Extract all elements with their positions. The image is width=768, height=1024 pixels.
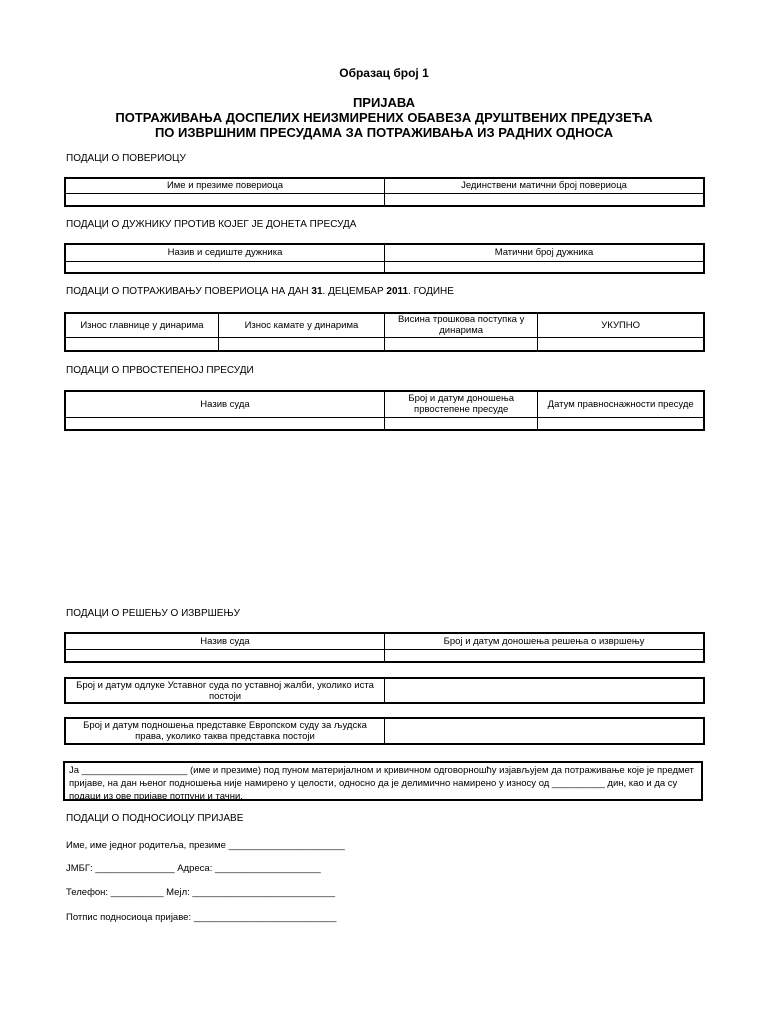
submitter-section-label: ПОДАЦИ О ПОДНОСИОЦУ ПРИЈАВЕ [66, 813, 244, 824]
enforcement-number-date-header: Број и датум доношења решења о извршењу [385, 633, 705, 649]
claim-total-field[interactable] [538, 337, 704, 351]
declaration-box [63, 761, 703, 801]
creditor-section-label: ПОДАЦИ О ПОВЕРИОЦУ [66, 153, 186, 164]
verdict-final-date-header: Датум правноснажности пресуде [538, 391, 704, 417]
verdict-final-date-field[interactable] [538, 417, 704, 430]
european-court-field[interactable] [385, 718, 705, 744]
declaration-text: Ја ____________________ (име и презиме) под пуном материјалном и кривичном одговорношћу изјављујем да потраживање које је предмет пријаве, на дан њеног подношења није намирено у целости, односно да је делимично намирено у износу од __________ дин, као и да су подаци из ове пријаве потпуни и тачни. [69, 765, 694, 802]
enforcement-section-label: ПОДАЦИ О РЕШЕЊУ О ИЗВРШЕЊУ [66, 608, 240, 619]
form-subtitle-line-1: ПОТРАЖИВАЊА ДОСПЕЛИХ НЕИЗМИРЕНИХ ОБАВЕЗА ДРУШТВЕНИХ ПРЕДУЗЕЋА [115, 110, 653, 125]
claim-costs-header: Висина трошкова поступка у динарима [384, 313, 537, 337]
claim-table [64, 312, 705, 352]
claim-section-label: ПОДАЦИ О ПОТРАЖИВАЊУ ПОВЕРИОЦА НА ДАН 31. ДЕЦЕМБАР 2011. ГОДИНЕ [66, 286, 454, 297]
debtor-name-field[interactable] [65, 261, 385, 273]
submitter-phone-email-field[interactable]: Телефон: __________ Мејл: ___________________________ [66, 887, 336, 898]
creditor-id-header: Јединствени матични број повериоца [385, 178, 705, 193]
verdict-number-date-header: Број и датум доношења првостепене пресуде [385, 391, 538, 417]
constitutional-court-field[interactable] [385, 678, 705, 703]
debtor-name-header: Назив и седиште дужника [65, 244, 385, 261]
creditor-table [64, 177, 705, 207]
form-title: ПРИЈАВА [352, 95, 416, 110]
submitter-jmbg-address-field[interactable]: ЈМБГ: _______________ Адреса: ____________________ [66, 863, 321, 874]
submitter-signature-field[interactable]: Потпис подносиоца пријаве: ___________________________ [66, 912, 337, 923]
enforcement-court-header: Назив суда [65, 633, 385, 649]
verdict-table [64, 390, 705, 431]
claim-principal-field[interactable] [65, 337, 218, 351]
creditor-name-header: Име и презиме повериоца [65, 178, 385, 193]
enforcement-table [64, 632, 705, 663]
constitutional-court-table [64, 677, 705, 704]
constitutional-court-label: Број и датум одлуке Уставног суда по уставној жалби, уколико иста постоји [65, 678, 385, 703]
claim-interest-field[interactable] [218, 337, 384, 351]
claim-costs-field[interactable] [384, 337, 537, 351]
verdict-court-field[interactable] [65, 417, 385, 430]
verdict-number-date-field[interactable] [385, 417, 538, 430]
debtor-table [64, 243, 705, 274]
claim-interest-header: Износ камате у динарима [218, 313, 384, 337]
debtor-id-header: Матични број дужника [385, 244, 705, 261]
submitter-name-field[interactable]: Име, име једног родитеља, презиме ______________________ [66, 840, 345, 851]
debtor-id-field[interactable] [385, 261, 705, 273]
form-subtitle-line-2: ПО ИЗВРШНИМ ПРЕСУДАМА ЗА ПОТРАЖИВАЊА ИЗ РАДНИХ ОДНОСА [154, 125, 614, 140]
form-number: Образац број 1 [339, 66, 429, 80]
european-court-label: Број и датум подношења представке Европском суду за људска права, уколико таква представка постоји [65, 718, 385, 744]
verdict-section-label: ПОДАЦИ О ПРВОСТЕПЕНОЈ ПРЕСУДИ [66, 365, 254, 376]
debtor-section-label: ПОДАЦИ О ДУЖНИКУ ПРОТИВ КОЈЕГ ЈЕ ДОНЕТА ПРЕСУДА [66, 219, 357, 230]
claim-principal-header: Износ главнице у динарима [65, 313, 218, 337]
enforcement-court-field[interactable] [65, 649, 385, 662]
claim-total-header: УКУПНО [538, 313, 704, 337]
creditor-name-field[interactable] [65, 193, 385, 206]
enforcement-number-date-field[interactable] [385, 649, 705, 662]
european-court-table [64, 717, 705, 745]
verdict-court-header: Назив суда [65, 391, 385, 417]
creditor-id-field[interactable] [385, 193, 705, 206]
